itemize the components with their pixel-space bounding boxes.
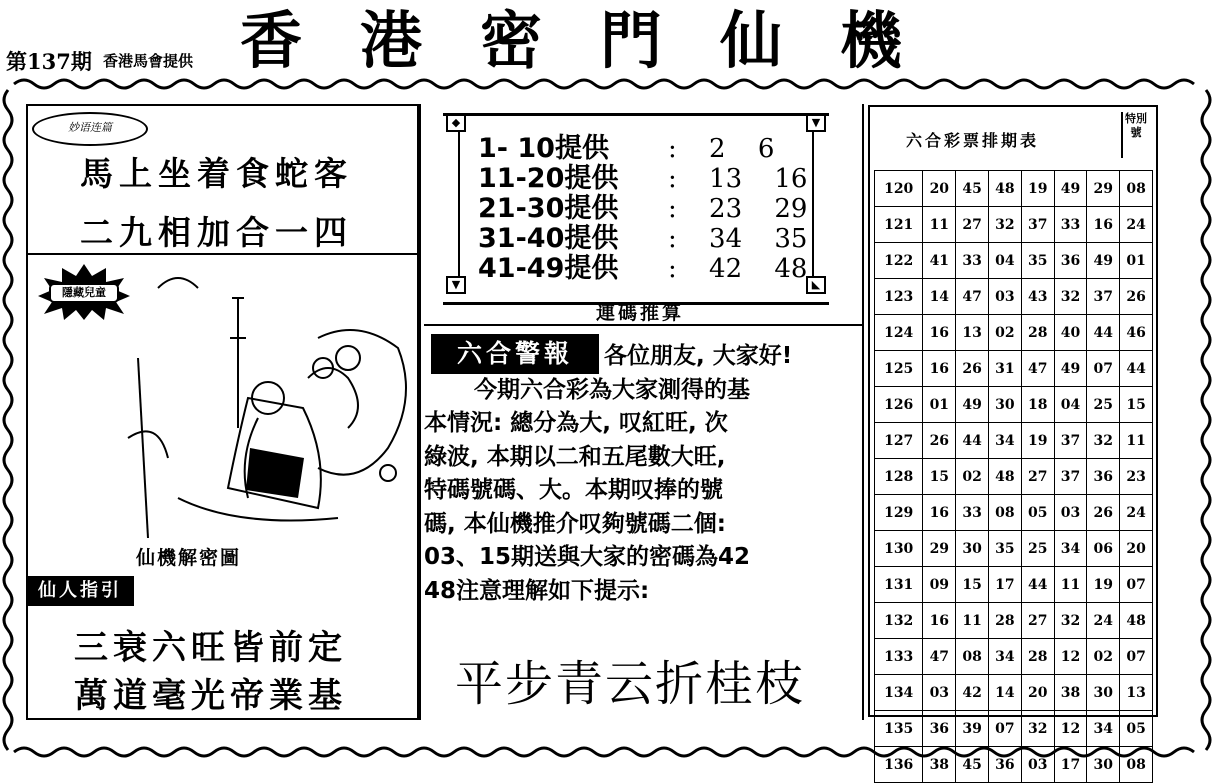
- draw-number-cell: 26: [956, 351, 989, 387]
- draw-number-cell: 19: [1021, 423, 1054, 459]
- draw-number-cell: 13: [956, 315, 989, 351]
- draw-number-cell: 29: [1087, 171, 1120, 207]
- table-row: [875, 603, 1153, 639]
- draw-number-cell: 16: [923, 495, 956, 531]
- draw-number-cell: 34: [1087, 711, 1120, 747]
- draw-number-cell: 25: [1087, 387, 1120, 423]
- draw-number-cell: 13: [1120, 675, 1153, 711]
- table-row: [875, 387, 1153, 423]
- provide-box-rail-right: [812, 124, 814, 284]
- corner-ornament-icon: ◆: [446, 114, 466, 132]
- table-row: [875, 243, 1153, 279]
- draw-number-cell: 47: [1021, 351, 1054, 387]
- draw-number-cell: 33: [956, 243, 989, 279]
- draw-number-cell: 49: [956, 387, 989, 423]
- draw-number-cell: 34: [989, 639, 1022, 675]
- provide-range: 41-49提供: [478, 253, 619, 284]
- provide-range: 1- 10提供: [478, 133, 609, 164]
- draw-number-cell: 07: [989, 711, 1022, 747]
- article: [424, 340, 844, 608]
- draw-number-cell: 04: [989, 243, 1022, 279]
- draw-number-cell: 36: [1087, 459, 1120, 495]
- provide-numbers: : 23 29: [668, 194, 808, 224]
- draw-number-cell: 33: [1054, 207, 1087, 243]
- draw-number-cell: 48: [989, 171, 1022, 207]
- draw-number-cell: 16: [923, 351, 956, 387]
- draw-number-cell: 37: [1054, 423, 1087, 459]
- article-line: 03、15期送與大家的密碼為42: [424, 544, 751, 570]
- table-row: [875, 171, 1153, 207]
- draw-number-cell: 20: [923, 171, 956, 207]
- draw-number-cell: 16: [923, 315, 956, 351]
- scene-caption: 仙機解密圖: [136, 547, 242, 569]
- draw-number-cell: 07: [1087, 351, 1120, 387]
- provide-box-rail-left: [458, 124, 460, 284]
- provide-row: [478, 134, 807, 164]
- table-row: [875, 207, 1153, 243]
- provide-numbers: : 2 6: [668, 134, 775, 164]
- draw-number-cell: 37: [1087, 279, 1120, 315]
- draw-number-cell: 39: [956, 711, 989, 747]
- draw-number-cell: 48: [989, 459, 1022, 495]
- draw-number-cell: 43: [1021, 279, 1054, 315]
- draw-number-cell: 08: [1120, 747, 1153, 783]
- poem-line-2: 二九相加合一四: [80, 213, 353, 252]
- table-row: [875, 351, 1153, 387]
- divider: [26, 253, 419, 255]
- draw-number-cell: 06: [1087, 531, 1120, 567]
- table-row: [875, 495, 1153, 531]
- draw-number-cell: 15: [923, 459, 956, 495]
- draw-period-cell: 131: [875, 567, 923, 603]
- provide-row: [478, 224, 807, 254]
- draw-number-cell: 24: [1120, 207, 1153, 243]
- draw-number-cell: 47: [923, 639, 956, 675]
- draw-number-cell: 30: [1087, 675, 1120, 711]
- column-divider-right: [862, 104, 864, 720]
- draw-number-cell: 08: [956, 639, 989, 675]
- draw-number-cell: 44: [1120, 351, 1153, 387]
- draw-number-cell: 09: [923, 567, 956, 603]
- draw-number-cell: 17: [1054, 747, 1087, 783]
- draw-period-cell: 130: [875, 531, 923, 567]
- draw-number-cell: 30: [1087, 747, 1120, 783]
- table-row: [875, 747, 1153, 783]
- draw-number-cell: 48: [1120, 603, 1153, 639]
- table-row: [875, 459, 1153, 495]
- draw-number-cell: 16: [1087, 207, 1120, 243]
- table-row: [875, 567, 1153, 603]
- provide-list: [478, 134, 807, 284]
- draw-number-cell: 29: [923, 531, 956, 567]
- article-line: 本情況: 總分為大, 叹紅旺, 次: [424, 410, 728, 436]
- provide-numbers: : 13 16: [668, 164, 808, 194]
- draw-period-cell: 132: [875, 603, 923, 639]
- table-row: [875, 711, 1153, 747]
- draw-number-cell: 45: [956, 747, 989, 783]
- draw-number-cell: 14: [923, 279, 956, 315]
- article-line: 綠波, 本期以二和五尾數大旺,: [424, 443, 726, 470]
- corner-ornament-icon: ◣: [806, 276, 826, 294]
- draw-number-cell: 07: [1120, 567, 1153, 603]
- poem-line-1: 馬上坐着食蛇客: [80, 154, 353, 193]
- alarm-tag: 六合警報: [431, 334, 599, 374]
- draw-number-cell: 07: [1120, 639, 1153, 675]
- sage-illustration: [118, 258, 418, 553]
- draw-period-cell: 122: [875, 243, 923, 279]
- draw-number-cell: 26: [1087, 495, 1120, 531]
- draw-number-cell: 24: [1120, 495, 1153, 531]
- draw-period-cell: 133: [875, 639, 923, 675]
- draw-period-cell: 124: [875, 315, 923, 351]
- draw-number-cell: 32: [1054, 603, 1087, 639]
- provider-label: 香港馬會提供: [103, 52, 194, 70]
- draw-number-cell: 19: [1087, 567, 1120, 603]
- article-line: 碼, 本仙機推介叹夠號碼二個:: [424, 510, 726, 537]
- draw-number-cell: 28: [1021, 315, 1054, 351]
- draw-number-cell: 17: [989, 567, 1022, 603]
- draw-period-cell: 125: [875, 351, 923, 387]
- draw-number-cell: 49: [1087, 243, 1120, 279]
- draw-number-cell: 49: [1054, 351, 1087, 387]
- table-row: [875, 675, 1153, 711]
- draw-number-cell: 26: [1120, 279, 1153, 315]
- guide-tag: 仙人指引: [26, 576, 134, 606]
- provide-range: 11-20提供: [478, 163, 619, 194]
- draw-number-cell: 27: [1021, 603, 1054, 639]
- draw-number-cell: 03: [923, 675, 956, 711]
- table-row: [875, 315, 1153, 351]
- draw-number-cell: 31: [989, 351, 1022, 387]
- table-row: [875, 531, 1153, 567]
- draw-period-cell: 135: [875, 711, 923, 747]
- draw-period-cell: 129: [875, 495, 923, 531]
- slogan: 平步青云折桂枝: [455, 656, 806, 712]
- draw-number-cell: 11: [923, 207, 956, 243]
- draw-number-cell: 11: [1120, 423, 1153, 459]
- draw-number-cell: 14: [989, 675, 1022, 711]
- draw-period-cell: 128: [875, 459, 923, 495]
- draw-number-cell: 02: [956, 459, 989, 495]
- draw-number-cell: 01: [923, 387, 956, 423]
- table-title: 六合彩票排期表: [906, 131, 1040, 150]
- draw-period-cell: 134: [875, 675, 923, 711]
- draw-number-cell: 27: [1021, 459, 1054, 495]
- draw-number-cell: 11: [956, 603, 989, 639]
- draw-number-cell: 23: [1120, 459, 1153, 495]
- draw-period-cell: 136: [875, 747, 923, 783]
- special-number-label: 特別號: [1121, 112, 1149, 158]
- provide-numbers: : 42 48: [668, 254, 808, 284]
- draw-period-cell: 126: [875, 387, 923, 423]
- corner-ornament-icon: ▼: [806, 114, 826, 132]
- draw-number-cell: 02: [1087, 639, 1120, 675]
- draw-number-cell: 41: [923, 243, 956, 279]
- table-row: [875, 279, 1153, 315]
- draw-number-cell: 37: [1021, 207, 1054, 243]
- draw-number-cell: 03: [1054, 495, 1087, 531]
- draw-number-cell: 15: [1120, 387, 1153, 423]
- draw-number-cell: 44: [956, 423, 989, 459]
- draw-number-cell: 18: [1021, 387, 1054, 423]
- calc-label: 連碼推算: [596, 302, 685, 324]
- burst-label: 隱藏兒童: [62, 286, 106, 299]
- draw-number-cell: 38: [1054, 675, 1087, 711]
- draw-number-cell: 26: [923, 423, 956, 459]
- draw-number-cell: 33: [956, 495, 989, 531]
- draw-number-cell: 49: [1054, 171, 1087, 207]
- draw-number-cell: 40: [1054, 315, 1087, 351]
- draw-number-cell: 11: [1054, 567, 1087, 603]
- corner-ornament-icon: ▼: [446, 276, 466, 294]
- draw-number-cell: 15: [956, 567, 989, 603]
- draw-period-cell: 127: [875, 423, 923, 459]
- draw-number-cell: 46: [1120, 315, 1153, 351]
- draw-number-cell: 04: [1054, 387, 1087, 423]
- draw-period-cell: 121: [875, 207, 923, 243]
- page-title: 香港密門仙機: [240, 4, 961, 77]
- table-row: [875, 639, 1153, 675]
- draw-number-cell: 30: [956, 531, 989, 567]
- draw-number-cell: 36: [989, 747, 1022, 783]
- draw-number-cell: 44: [1021, 567, 1054, 603]
- article-greeting: 各位朋友, 大家好!: [604, 343, 793, 369]
- draw-number-cell: 35: [989, 531, 1022, 567]
- draw-period-cell: 123: [875, 279, 923, 315]
- draw-number-cell: 01: [1120, 243, 1153, 279]
- draw-number-cell: 12: [1054, 639, 1087, 675]
- article-line: 今期六合彩為大家測得的基: [474, 376, 750, 403]
- draw-number-cell: 37: [1054, 459, 1087, 495]
- draw-table: [874, 170, 1153, 783]
- draw-number-cell: 34: [989, 423, 1022, 459]
- draw-number-cell: 44: [1087, 315, 1120, 351]
- draw-number-cell: 16: [923, 603, 956, 639]
- draw-number-cell: 36: [1054, 243, 1087, 279]
- draw-number-cell: 34: [1054, 531, 1087, 567]
- draw-number-cell: 12: [1054, 711, 1087, 747]
- draw-period-cell: 120: [875, 171, 923, 207]
- draw-number-cell: 42: [956, 675, 989, 711]
- draw-number-cell: 28: [1021, 639, 1054, 675]
- issue-number: 第137期: [6, 49, 92, 74]
- draw-number-cell: 20: [1021, 675, 1054, 711]
- table-row: [875, 423, 1153, 459]
- draw-number-cell: 08: [989, 495, 1022, 531]
- draw-number-cell: 02: [989, 315, 1022, 351]
- guide-line-2: 萬道毫光帝業基: [74, 676, 347, 716]
- provide-range: 21-30提供: [478, 193, 619, 224]
- draw-number-cell: 47: [956, 279, 989, 315]
- draw-number-cell: 08: [1120, 171, 1153, 207]
- draw-number-cell: 20: [1120, 531, 1153, 567]
- draw-number-cell: 19: [1021, 171, 1054, 207]
- provide-row: [478, 164, 807, 194]
- draw-number-cell: 32: [1054, 279, 1087, 315]
- draw-number-cell: 24: [1087, 603, 1120, 639]
- draw-number-cell: 05: [1120, 711, 1153, 747]
- draw-number-cell: 32: [1021, 711, 1054, 747]
- draw-number-cell: 35: [1021, 243, 1054, 279]
- article-line: 特碼號碼、大。本期叹捧的號: [424, 477, 723, 503]
- provide-range: 31-40提供: [478, 223, 619, 254]
- draw-number-cell: 28: [989, 603, 1022, 639]
- article-line: 48注意理解如下提示:: [424, 577, 650, 604]
- draw-number-cell: 27: [956, 207, 989, 243]
- column-divider-left: [419, 104, 421, 720]
- draw-number-cell: 03: [1021, 747, 1054, 783]
- draw-number-cell: 05: [1021, 495, 1054, 531]
- guide-line-1: 三衰六旺皆前定: [74, 628, 347, 668]
- poem-badge: 妙语连篇: [32, 112, 148, 146]
- draw-number-cell: 45: [956, 171, 989, 207]
- provide-row: [478, 254, 807, 284]
- draw-number-cell: 03: [989, 279, 1022, 315]
- draw-number-cell: 25: [1021, 531, 1054, 567]
- provide-numbers: : 34 35: [668, 224, 808, 254]
- draw-number-cell: 32: [989, 207, 1022, 243]
- draw-number-cell: 32: [1087, 423, 1120, 459]
- draw-number-cell: 38: [923, 747, 956, 783]
- draw-number-cell: 36: [923, 711, 956, 747]
- provide-row: [478, 194, 807, 224]
- draw-number-cell: 30: [989, 387, 1022, 423]
